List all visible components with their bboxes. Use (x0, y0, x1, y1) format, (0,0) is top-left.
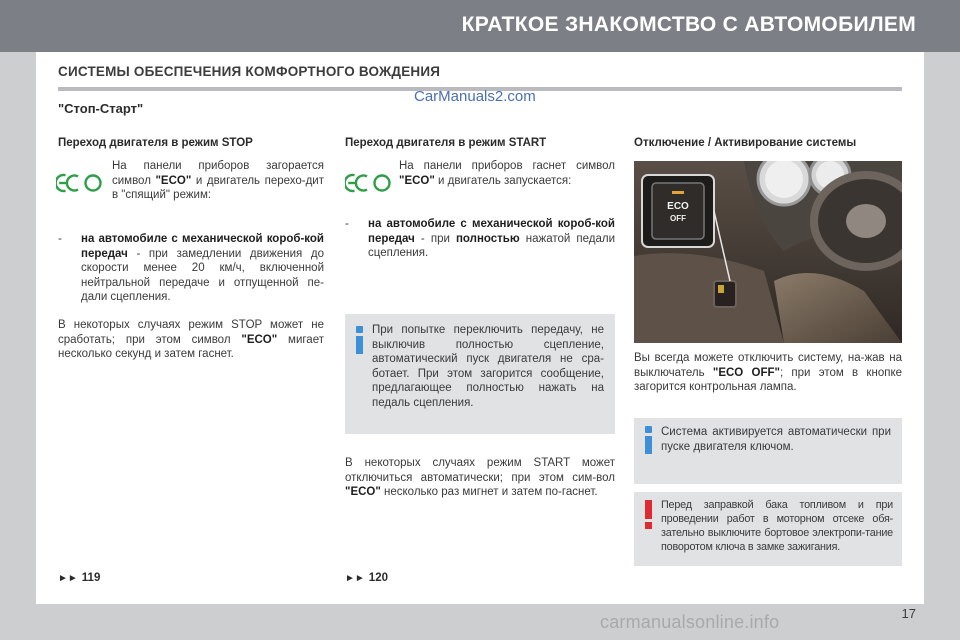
clutch-info-text: При попытке переключить передачу, не выключив полностью сцепление, автоматический пуск двигателя не сра-ботает. При этом загорится сообщение, предлагающее полностью нажать на педаль сцепления. (372, 324, 604, 409)
start-mode-note: В некоторых случаях режим START может отключиться автоматически; при этом сим-вол "ECO" несколько раз мигнет и затем по-гаснет. (345, 457, 615, 498)
eco-off-switch-illustration (634, 161, 902, 343)
eco-off-description: Вы всегда можете отключить систему, на-жав на выключатель "ECO OFF"; при этом в кнопке загорится контрольная лампа. (634, 352, 902, 393)
page-number: 17 (901, 606, 916, 621)
activation-info-box (634, 418, 902, 484)
start-mode-bullet: - на автомобиле с механической короб-кой передач - при полностью нажатой педали сцепления. (345, 218, 615, 259)
refueling-warning-box (634, 492, 902, 566)
clutch-info-box (345, 314, 615, 434)
refueling-warning-text: Перед заправкой бака топливом и при проведении работ в моторном отсеке обя-зательно выключите бортовое электропи-тание поворотом ключа в замке зажигания. (661, 499, 893, 553)
disable-enable-heading: Отключение / Активирование системы (634, 137, 857, 149)
subsection-title: "Стоп-Старт" (58, 101, 144, 116)
page-ref-arrow-icon: ►► (58, 573, 78, 584)
watermark-top[interactable]: CarManuals2.com (414, 88, 536, 105)
switch-label-line1: ECO (667, 201, 689, 212)
start-mode-intro: На панели приборов гаснет символ "ECO" и двигатель запускается: (399, 160, 615, 187)
section-title: СИСТЕМЫ ОБЕСПЕЧЕНИЯ КОМФОРТНОГО ВОЖДЕНИЯ (58, 64, 441, 79)
dashboard-photo (634, 161, 902, 343)
page-ref-120[interactable]: ►► 120 (345, 572, 388, 584)
page-ref-119[interactable]: ►► 119 (58, 572, 101, 584)
stop-mode-note: В некоторых случаях режим STOP может не сработать; при этом символ "ECO" мигает несколько секунд и затем гаснет. (58, 319, 324, 360)
header-band (0, 0, 960, 52)
page (36, 52, 924, 604)
stop-mode-heading: Переход двигателя в режим STOP (58, 137, 253, 149)
eco-icon (56, 172, 104, 194)
page-ref-arrow-icon: ►► (345, 573, 365, 584)
start-mode-heading: Переход двигателя в режим START (345, 137, 547, 149)
eco-icon (345, 172, 393, 194)
activation-info-text: Система активируется автоматически при пуске двигателя ключом. (661, 426, 891, 453)
switch-label-line2: OFF (670, 214, 686, 223)
stop-mode-bullet: - на автомобиле с механической короб-кой передач - при замедлении движения до скорости менее 20 км/ч, включенной нейтральной передаче и отпущенной пе-дали сцепления. (58, 233, 324, 303)
chapter-title: КРАТКОЕ ЗНАКОМСТВО С АВТОМОБИЛЕМ (461, 13, 916, 36)
stop-mode-intro: На панели приборов загорается символ "ECO" и двигатель перехо-дит в "спящий" режим: (112, 160, 325, 201)
watermark-bottom[interactable]: carmanualsonline.info (600, 612, 780, 632)
